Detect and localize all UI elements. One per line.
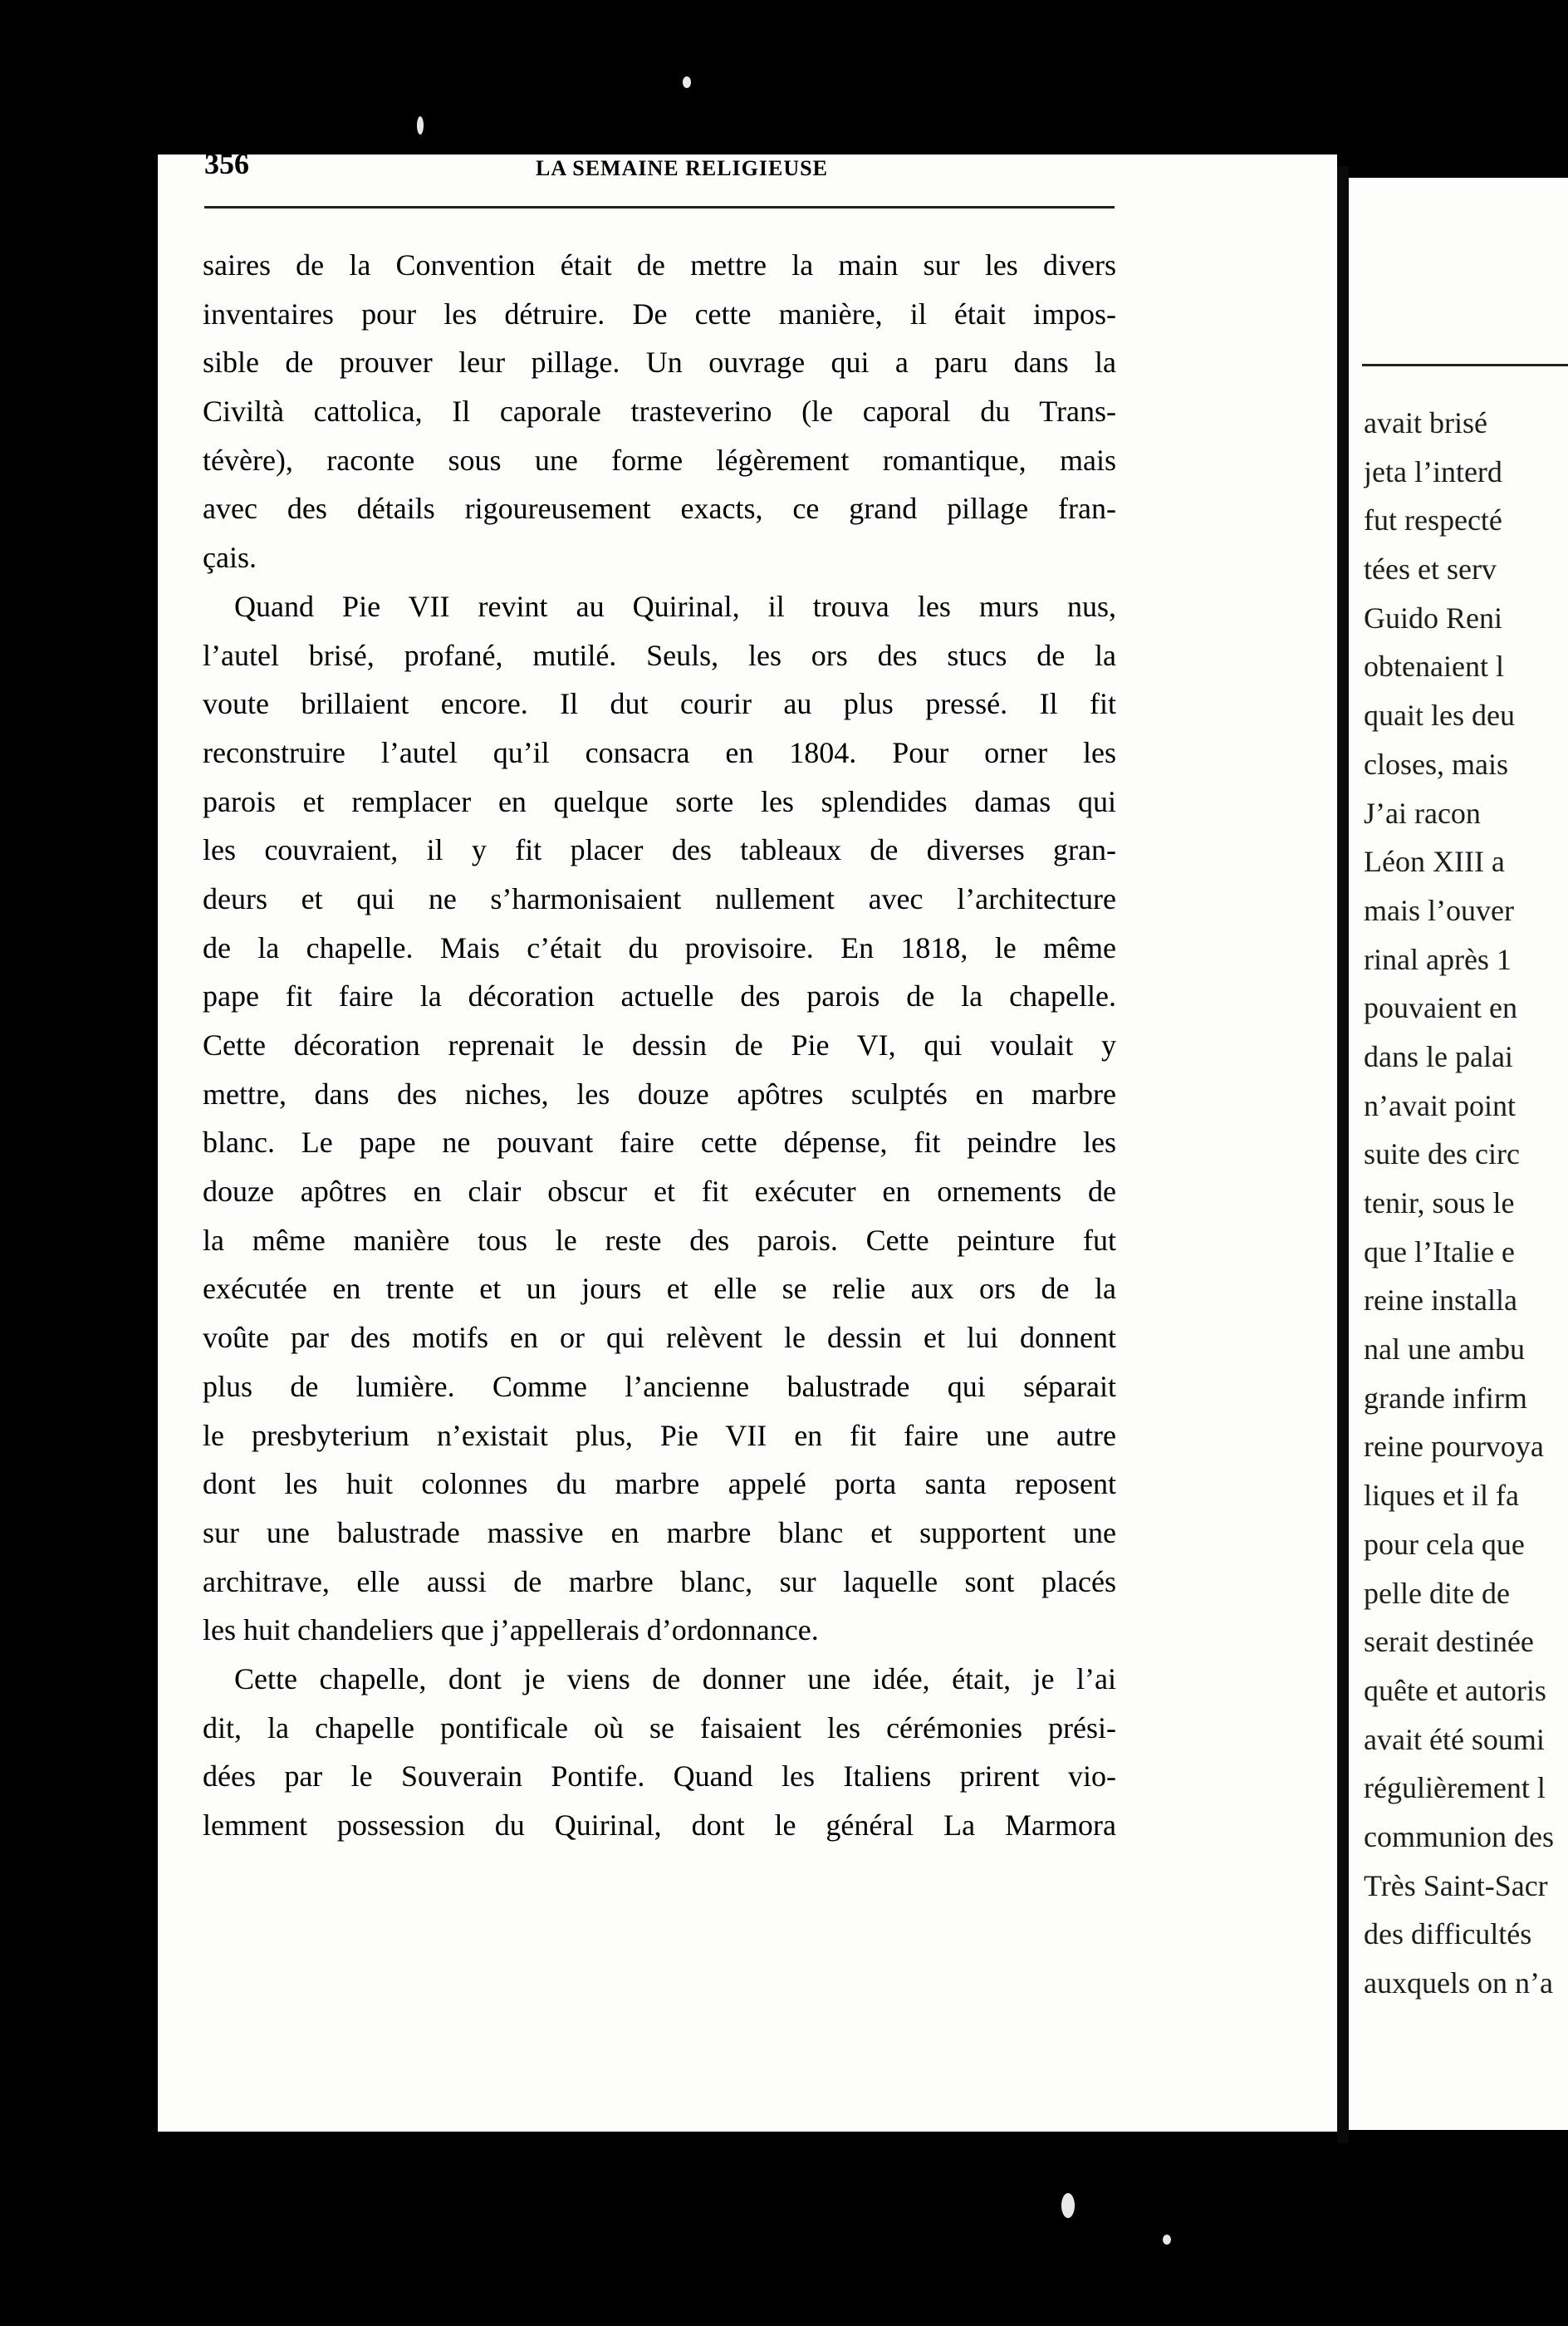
text-line: douze apôtres en clair obscur et fit exécuter en ornements de bbox=[203, 1175, 1116, 1209]
text-line: l’autel brisé, profané, mutilé. Seuls, les ors des stucs de la bbox=[203, 638, 1116, 672]
right-text-line: closes, mais bbox=[1364, 747, 1508, 781]
right-text-line: mais l’ouver bbox=[1364, 893, 1514, 927]
text-line: pape fit faire la décoration actuelle des parois de la chapelle. bbox=[203, 979, 1116, 1013]
right-text-line: grande infirm bbox=[1364, 1381, 1527, 1415]
right-page bbox=[1349, 178, 1568, 2130]
right-text-line: dans le palai bbox=[1364, 1039, 1513, 1073]
running-head bbox=[204, 146, 1159, 179]
text-line: plus de lumière. Comme l’ancienne balustrade qui séparait bbox=[203, 1369, 1116, 1403]
right-text-line: auxquels on n’a bbox=[1364, 1966, 1553, 2000]
right-text-line: quait les deu bbox=[1364, 699, 1515, 733]
text-line: parois et remplacer en quelque sorte les splendides damas qui bbox=[203, 784, 1116, 818]
text-line: exécutée en trente et un jours et elle se relie aux ors de la bbox=[203, 1272, 1116, 1306]
right-text-line: liques et il fa bbox=[1364, 1479, 1519, 1513]
text-line: avec des détails rigoureusement exacts, ce grand pillage fran- bbox=[203, 492, 1116, 526]
right-text-line: reine pourvoya bbox=[1364, 1430, 1544, 1464]
right-text-line: des difficultés bbox=[1364, 1917, 1532, 1951]
right-text-line: communion des bbox=[1364, 1819, 1554, 1853]
text-line: tévère), raconte sous une forme légèrement romantique, mais bbox=[203, 443, 1116, 477]
right-text-line: pour cela que bbox=[1364, 1527, 1525, 1561]
right-text-line: pouvaient en bbox=[1364, 991, 1517, 1025]
right-text-line: quête et autoris bbox=[1364, 1673, 1546, 1707]
text-line: Cette décoration reprenait le dessin de Pie VI, qui voulait y bbox=[203, 1028, 1116, 1062]
right-page-rule bbox=[1362, 364, 1568, 366]
running-title: LA SEMAINE RELIGIEUSE bbox=[536, 156, 828, 180]
scan-speck bbox=[1163, 2235, 1171, 2245]
right-page-text bbox=[1364, 399, 1568, 2008]
text-line: Cette chapelle, dont je viens de donner une idée, était, je l’ai bbox=[234, 1661, 1116, 1695]
right-text-line: Guido Reni bbox=[1364, 601, 1502, 635]
right-text-line: rinal après 1 bbox=[1364, 942, 1512, 976]
right-text-line: pelle dite de bbox=[1364, 1576, 1510, 1610]
right-text-line: avait brisé bbox=[1364, 406, 1487, 439]
scan-speck bbox=[1061, 2193, 1075, 2218]
right-text-line: avait été soumi bbox=[1364, 1722, 1545, 1756]
text-line: dit, la chapelle pontificale où se faisaient les cérémonies prési- bbox=[203, 1710, 1116, 1744]
right-text-line: obtenaient l bbox=[1364, 650, 1504, 684]
text-line: voûte par des motifs en or qui relèvent le dessin et lui donnent bbox=[203, 1321, 1116, 1355]
text-line: la même manière tous le reste des parois. Cette peinture fut bbox=[203, 1223, 1116, 1257]
right-text-line: Très Saint-Sacr bbox=[1364, 1868, 1548, 1902]
text-line: le presbyterium n’existait plus, Pie VII en fit faire une autre bbox=[203, 1418, 1116, 1452]
right-text-line: Léon XIII a bbox=[1364, 845, 1505, 879]
book-gutter bbox=[1337, 166, 1349, 2143]
right-text-line: fut respecté bbox=[1364, 503, 1502, 537]
right-text-line: n’avait point bbox=[1364, 1088, 1516, 1122]
right-text-line: jeta l’interd bbox=[1364, 454, 1502, 488]
right-text-line: serait destinée bbox=[1364, 1625, 1534, 1659]
scan-speck bbox=[417, 116, 424, 135]
text-line: mettre, dans des niches, les douze apôtres sculptés en marbre bbox=[203, 1077, 1116, 1111]
body-text bbox=[203, 241, 1116, 1850]
right-text-line: tenir, sous le bbox=[1364, 1186, 1515, 1219]
text-line: Civiltà cattolica, Il caporale trasteverino (le caporal du Trans- bbox=[203, 395, 1116, 429]
header-rule bbox=[204, 206, 1115, 209]
text-line: sible de prouver leur pillage. Un ouvrage qui a paru dans la bbox=[203, 346, 1116, 380]
text-line: les couvraient, il y fit placer des tableaux de diverses gran- bbox=[203, 833, 1116, 867]
right-text-line: J’ai racon bbox=[1364, 796, 1481, 830]
text-line: blanc. Le pape ne pouvant faire cette dépense, fit peindre les bbox=[203, 1126, 1116, 1160]
text-line: architrave, elle aussi de marbre blanc, sur laquelle sont placés bbox=[203, 1564, 1116, 1598]
right-text-line: que l’Italie e bbox=[1364, 1234, 1515, 1269]
right-text-line: suite des circ bbox=[1364, 1137, 1520, 1171]
text-line: de la chapelle. Mais c’était du provisoire. En 1818, le même bbox=[203, 930, 1116, 964]
text-line: dont les huit colonnes du marbre appelé porta santa reposent bbox=[203, 1467, 1116, 1501]
text-line: deurs et qui ne s’harmonisaient nullement avec l’architecture bbox=[203, 881, 1116, 915]
scan-speck bbox=[683, 76, 691, 88]
page-number: 356 bbox=[204, 147, 249, 180]
right-text-line: régulièrement l bbox=[1364, 1771, 1546, 1805]
text-line: les huit chandeliers que j’appellerais d’ordonnance. bbox=[203, 1613, 819, 1647]
text-line: inventaires pour les détruire. De cette manière, il était impos- bbox=[203, 297, 1116, 331]
right-text-line: tées et serv bbox=[1364, 552, 1497, 586]
text-line: dées par le Souverain Pontife. Quand les Italiens prirent vio- bbox=[203, 1759, 1116, 1794]
right-text-line: nal une ambu bbox=[1364, 1332, 1525, 1367]
text-line: saires de la Convention était de mettre la main sur les divers bbox=[203, 248, 1116, 282]
text-line: çais. bbox=[203, 541, 257, 575]
text-line: voute brillaient encore. Il dut courir au plus pressé. Il fit bbox=[203, 687, 1116, 721]
right-text-line: reine installa bbox=[1364, 1283, 1517, 1318]
text-line: sur une balustrade massive en marbre blanc et supportent une bbox=[203, 1515, 1116, 1549]
text-line: Quand Pie VII revint au Quirinal, il trouva les murs nus, bbox=[234, 589, 1116, 623]
text-line: lemment possession du Quirinal, dont le général La Marmora bbox=[203, 1808, 1116, 1842]
text-line: reconstruire l’autel qu’il consacra en 1804. Pour orner les bbox=[203, 735, 1116, 769]
